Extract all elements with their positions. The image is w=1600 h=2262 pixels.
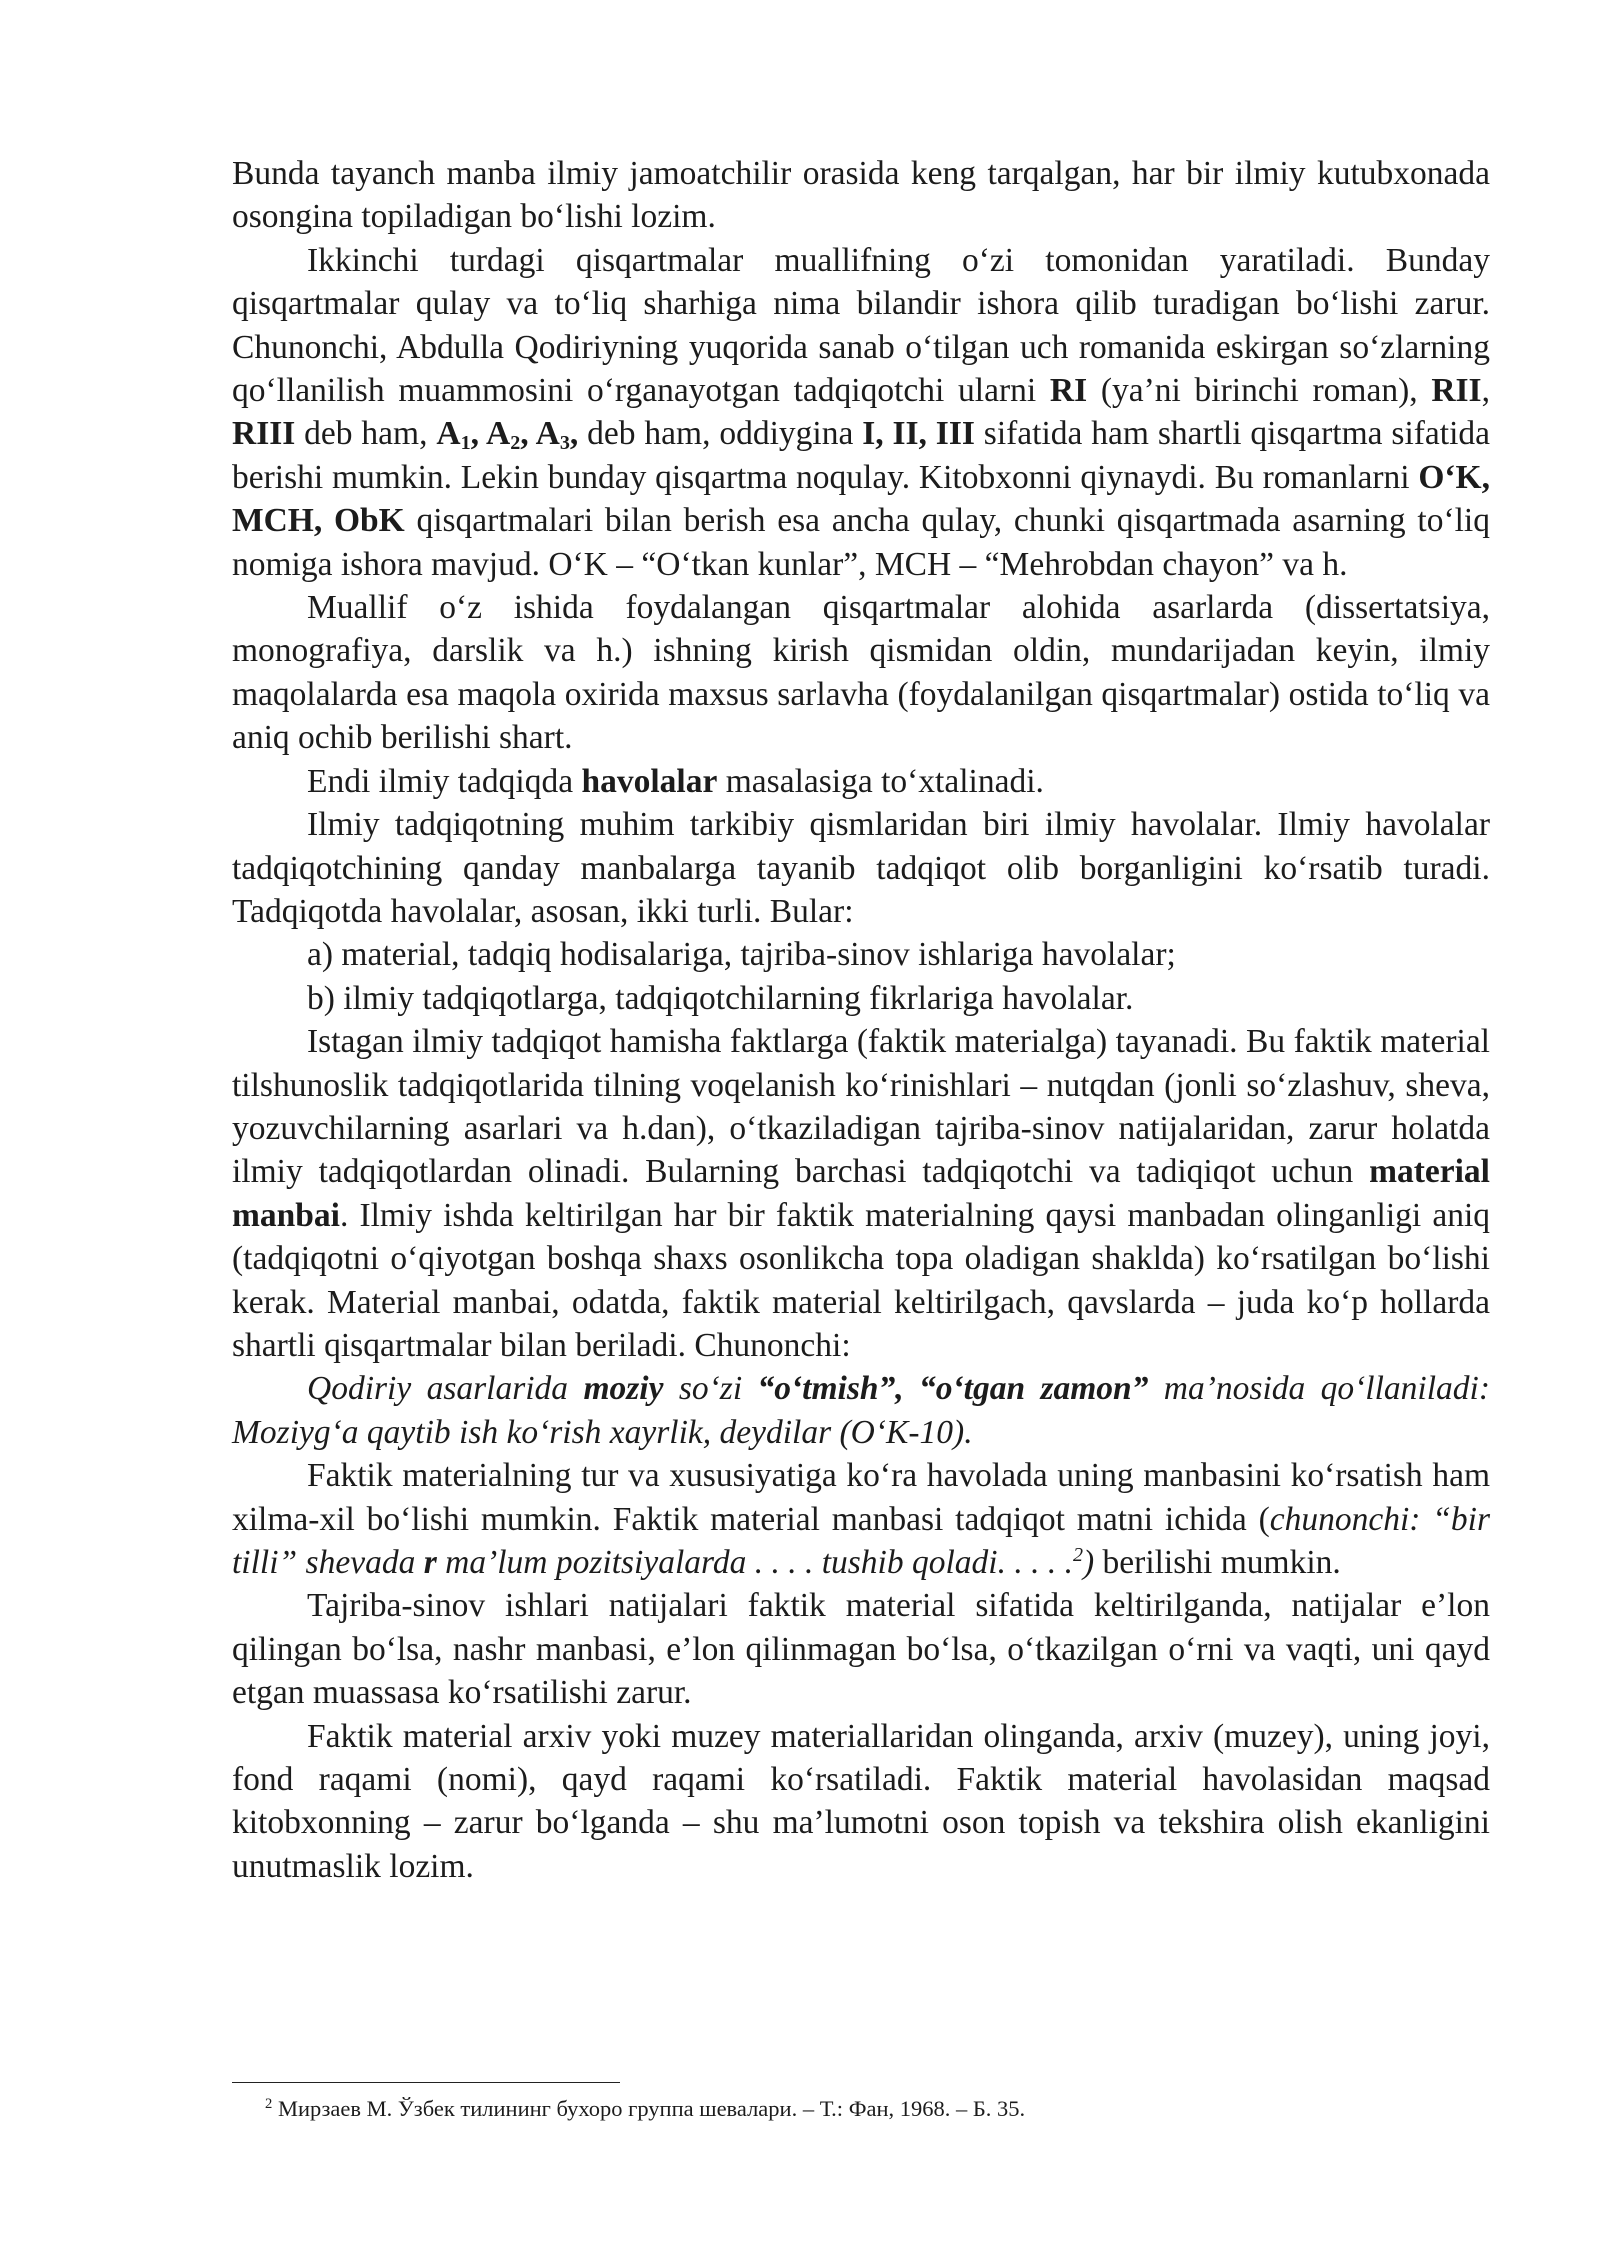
text-run: Faktik material arxiv yoki muzey materiallaridan olinganda, arxiv (muzey), uning joyi, fond raqami (nomi), qayd raqami ko‘rsatiladi. Faktik material havolasidan maqsad kitobxonning – zarur bo‘lganda – shu ma’lumotni oson topish va tekshira olish ekanligini unutmaslik lozim. xyxy=(232,1717,1490,1885)
text-run: Ilmiy tadqiqotning muhim tarkibiy qismlaridan biri ilmiy havolalar. Ilmiy havolalar tadqiqotchining qanday manbalarga tayanib tadqiqot olib borganligini ko‘rsatib turadi. Tadqiqotda havolalar, asosan, ikki turli. Bular: xyxy=(232,806,1490,930)
bold-text: material manbai xyxy=(232,1153,1490,1234)
text-run: a) material, tadqiq hodisalariga, tajriba-sinov ishlariga havolalar; xyxy=(307,936,1176,974)
text-run: qisqartmalari bilan berish esa ancha qulay, chunki qisqartmada asarning to‘liq nomiga ishora mavjud. O‘K – “O‘tkan kunlar”, MCH – “Mehrobdan chayon” va h. xyxy=(232,502,1490,583)
paragraph xyxy=(232,760,1490,803)
paragraph xyxy=(232,1584,1490,1714)
paragraph xyxy=(232,1454,1490,1584)
bold-text: RIII xyxy=(232,415,296,453)
bold-text: 2 xyxy=(510,432,521,455)
bold-text: r xyxy=(423,1544,437,1581)
bold-text: I, II, III xyxy=(862,415,975,453)
text-run: ma’lum pozitsiyalarda . . . . tushib qoladi. . . . . xyxy=(436,1544,1073,1581)
text-run: , xyxy=(1481,372,1490,410)
bold-text: 3 xyxy=(559,432,570,455)
paragraph xyxy=(232,239,1490,586)
bold-text: RII xyxy=(1431,372,1482,410)
footnote xyxy=(265,2094,1465,2124)
text-run: Qodiriy asarlarida xyxy=(307,1370,584,1408)
bold-text: A xyxy=(436,415,461,453)
paragraph xyxy=(232,803,1490,933)
footnote-number: 2 xyxy=(265,2095,273,2112)
text-run: Ikkinchi turdagi qisqartmalar muallifning o‘zi tomonidan yaratiladi. Bunday qisqartmalar qulay va to‘liq sharhiga nima bilandir ishora qilib turadigan bo‘lishi zarur. Chunonchi, Abdulla Qodiriyning yuqorida sanab o‘tilgan uch romanida eskirgan so‘zlarning qo‘llanilish muammosini o‘rganayotgan tadqiqotchi ularni xyxy=(232,241,1490,410)
footnote-ref: 2 xyxy=(1072,1543,1084,1566)
text-run: Muallif o‘z ishida foydalangan qisqartmalar alohida asarlarda (dissertatsiya, monografiya, darslik va h.) ishning kirish qismidan oldin, mundarijadan keyin, ilmiy maqolalarda esa maqola oxirida maxsus sarlavha (foydalanilgan qisqartmalar) ostida to‘liq va aniq ochib berilishi shart. xyxy=(232,589,1490,757)
text-run: b) ilmiy tadqiqotlarga, tadqiqotchilarning fikrlariga havolalar. xyxy=(307,979,1134,1017)
bold-text: O‘K, MCH, ObK xyxy=(232,458,1490,540)
text-run: chunonchi: “bir tilli” shevada xyxy=(232,1500,1491,1581)
bold-text: , xyxy=(520,415,536,453)
bold-text: , xyxy=(470,415,487,453)
paragraph xyxy=(232,977,1490,1020)
paragraph xyxy=(232,1715,1490,1889)
bold-text: havolalar xyxy=(581,762,718,800)
text-run: Bunda tayanch manba ilmiy jamoatchilir orasida keng tarqalgan, har bir ilmiy kutubxonada osongina topiladigan bo‘lishi lozim. xyxy=(232,155,1490,236)
bold-text: 1 xyxy=(460,432,471,455)
text-run: Tajriba-sinov ishlari natijalari faktik material sifatida keltirilganda, natijalar e’lon qilingan bo‘lsa, nashr manbasi, e’lon qilinmagan bo‘lsa, o‘tkazilgan o‘rni va vaqti, uni qayd etgan muassasa ko‘rsatilishi zarur. xyxy=(232,1587,1490,1712)
bold-text: “o‘tmish”, “o‘tgan zamon” xyxy=(757,1370,1149,1408)
paragraph xyxy=(232,152,1490,239)
text-run: ) xyxy=(1083,1544,1095,1581)
footnote-separator xyxy=(232,2082,620,2083)
text-run: ma’nosida qo‘llaniladi: Moziyg‘a qaytib ish ko‘rish xayrlik, deydilar (O‘K-10). xyxy=(232,1370,1490,1451)
text-run: deb ham, oddiygina xyxy=(578,415,863,453)
text-run: (ya’ni birinchi roman), xyxy=(1087,372,1432,410)
paragraph xyxy=(232,1020,1490,1367)
text-run: berilishi mumkin. xyxy=(1094,1544,1341,1581)
paragraph xyxy=(232,933,1490,976)
text-run: Endi ilmiy tadqiqda xyxy=(307,762,582,800)
text-run: Istagan ilmiy tadqiqot hamisha faktlarga (faktik materialga) tayanadi. Bu faktik material tilshunoslik tadqiqotlarida tilning voqelanish ko‘rinishlari – nutqdan (jonli so‘zlashuv, sheva, yozuvchilarning asarlari va h.dan), o‘tkaziladigan tajriba-sinov natijalaridan, zarur holatda ilmiy tadqiqotlardan olinadi. Bularning barchasi tadqiqotchi va tadiqiqot uchun xyxy=(232,1023,1490,1191)
page-body xyxy=(232,152,1490,1888)
text-run: masalasiga to‘xtalinadi. xyxy=(717,762,1044,800)
bold-text: A xyxy=(535,415,560,453)
paragraph xyxy=(232,1367,1490,1454)
text-run: Faktik materialning tur va xususiyatiga ko‘ra havolada uning manbasini ko‘rsatish ham xilma-xil bo‘lishi mumkin. Faktik material manbasi tadqiqot matni ichida ( xyxy=(232,1457,1490,1538)
text-run: sifatida ham shartli qisqartma sifatida berishi mumkin. Lekin bunday qisqartma noqulay. Kitobxonni qiynaydi. Bu romanlarni xyxy=(232,415,1491,496)
text-run: so‘zi xyxy=(663,1370,758,1408)
footnote-text: Мирзаев М. Ўзбек тилининг бухоро группа шевалари. – Т.: Фан, 1968. – Б. 35. xyxy=(272,2096,1026,2121)
bold-text: , xyxy=(569,415,579,453)
bold-text: RI xyxy=(1049,372,1088,410)
text-run: deb ham, xyxy=(295,415,437,453)
paragraph xyxy=(232,586,1490,760)
bold-text: A xyxy=(486,415,511,453)
text-run: . Ilmiy ishda keltirilgan har bir faktik materialning qaysi manbadan olinganligi aniq (tadqiqotni o‘qiyotgan boshqa shaxs osonlikcha topa oladigan shaklda) ko‘rsatilgan bo‘lishi kerak. Material manbai, odatda, faktik material keltirilgach, qavslarda – juda ko‘p hollarda shartli qisqartmalar bilan beriladi. Chunonchi: xyxy=(232,1196,1490,1364)
bold-text: moziy xyxy=(583,1370,664,1408)
